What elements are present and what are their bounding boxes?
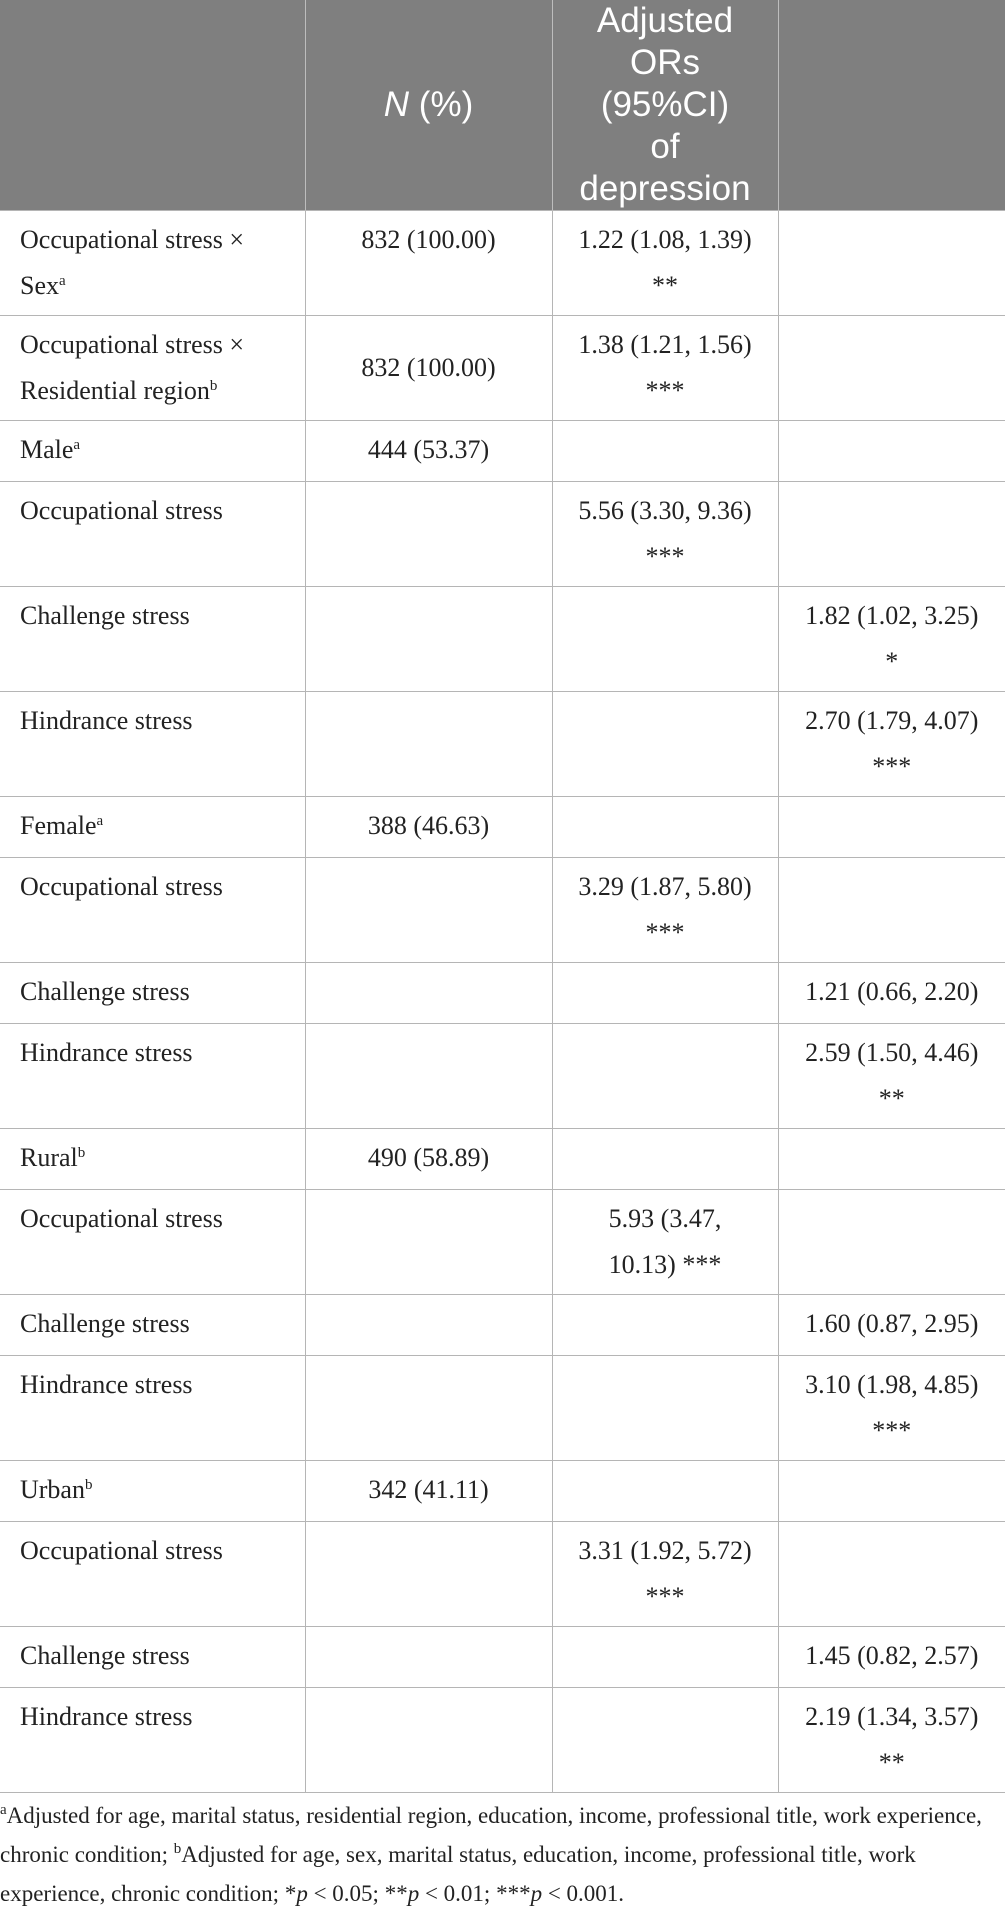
row-or: 3.29 (1.87, 5.80) *** <box>552 858 778 963</box>
row-n: 832 (100.00) <box>305 316 552 421</box>
row-or <box>552 587 778 692</box>
row-label: Occupational stress × Sex$^a$ <box>0 211 305 316</box>
row-or: 3.31 (1.92, 5.72) *** <box>552 1522 778 1627</box>
header-or-line2: of depression <box>579 127 751 208</box>
row-sub-or: 3.10 (1.98, 4.85) *** <box>778 1356 1005 1461</box>
table-row <box>0 963 1005 1024</box>
row-n <box>305 1024 552 1129</box>
row-or <box>552 1688 778 1793</box>
table-row <box>0 1356 1005 1461</box>
row-label: Occupational stress <box>0 1522 305 1627</box>
row-label: Challenge stress <box>0 1627 305 1688</box>
row-n <box>305 858 552 963</box>
table-row <box>0 1688 1005 1793</box>
row-sub-or <box>778 211 1005 316</box>
table-row <box>0 692 1005 797</box>
row-or: 1.22 (1.08, 1.39) ** <box>552 211 778 316</box>
row-n <box>305 1627 552 1688</box>
header-or-line1: Adjusted ORs (95%CI) <box>596 1 734 124</box>
row-label: Challenge stress <box>0 963 305 1024</box>
row-sub-or <box>778 797 1005 858</box>
row-sub-or <box>778 421 1005 482</box>
row-or <box>552 421 778 482</box>
table-row <box>0 1024 1005 1129</box>
row-label: Challenge stress <box>0 587 305 692</box>
table-footnote: $^a$Adjusted for age, marital status, residential region, education, income, professional title, work experience, chronic condition; $^b$Adjusted for age, sex, marital status, education, income, professional title, work experience, chronic condition; *p < 0.05; **p < 0.01; ***p < 0.001. <box>0 1802 982 1906</box>
table-row <box>0 797 1005 858</box>
row-n <box>305 1190 552 1295</box>
row-sub-or: 2.19 (1.34, 3.57) ** <box>778 1688 1005 1793</box>
table-row <box>0 211 1005 316</box>
row-or <box>552 963 778 1024</box>
row-label: Occupational stress <box>0 1190 305 1295</box>
header-cell-adjusted-or <box>552 0 778 211</box>
row-n: 832 (100.00) <box>305 211 552 316</box>
row-or: 5.56 (3.30, 9.36) *** <box>552 482 778 587</box>
row-or <box>552 1627 778 1688</box>
row-n <box>305 587 552 692</box>
table-row <box>0 1295 1005 1356</box>
row-n <box>305 692 552 797</box>
row-label: Hindrance stress <box>0 1024 305 1129</box>
row-or: 1.38 (1.21, 1.56) *** <box>552 316 778 421</box>
row-n <box>305 1295 552 1356</box>
row-sub-or <box>778 316 1005 421</box>
header-n-percent: (%) <box>409 85 474 124</box>
row-n <box>305 1688 552 1793</box>
table-row <box>0 587 1005 692</box>
table-row <box>0 1461 1005 1522</box>
table-row <box>0 1190 1005 1295</box>
row-sub-or: 2.70 (1.79, 4.07) *** <box>778 692 1005 797</box>
row-sub-or <box>778 858 1005 963</box>
row-sub-or: 1.82 (1.02, 3.25) * <box>778 587 1005 692</box>
row-label: Rural$^b$ <box>0 1129 305 1190</box>
table-row <box>0 482 1005 587</box>
header-cell-label <box>0 0 305 211</box>
row-label: Male$^a$ <box>0 421 305 482</box>
row-or <box>552 1356 778 1461</box>
row-n <box>305 1522 552 1627</box>
row-sub-or <box>778 1129 1005 1190</box>
row-label: Occupational stress <box>0 858 305 963</box>
row-label: Hindrance stress <box>0 1356 305 1461</box>
table-row <box>0 1129 1005 1190</box>
row-n <box>305 963 552 1024</box>
table-row <box>0 421 1005 482</box>
table-row <box>0 1627 1005 1688</box>
row-label: Occupational stress × Residential region$^b$ <box>0 316 305 421</box>
row-sub-or <box>778 1461 1005 1522</box>
row-n: 444 (53.37) <box>305 421 552 482</box>
row-n: 388 (46.63) <box>305 797 552 858</box>
header-cell-extra <box>778 0 1005 211</box>
table-row <box>0 1522 1005 1627</box>
row-sub-or: 2.59 (1.50, 4.46) ** <box>778 1024 1005 1129</box>
row-label: Hindrance stress <box>0 1688 305 1793</box>
header-row <box>0 0 1005 211</box>
row-n <box>305 482 552 587</box>
row-label: Occupational stress <box>0 482 305 587</box>
row-label: Hindrance stress <box>0 692 305 797</box>
row-label: Urban$^b$ <box>0 1461 305 1522</box>
row-or <box>552 1129 778 1190</box>
row-or: 5.93 (3.47, 10.13) *** <box>552 1190 778 1295</box>
row-sub-or <box>778 482 1005 587</box>
row-n <box>305 1356 552 1461</box>
row-or <box>552 692 778 797</box>
row-sub-or: 1.45 (0.82, 2.57) <box>778 1627 1005 1688</box>
row-sub-or: 1.21 (0.66, 2.20) <box>778 963 1005 1024</box>
row-sub-or <box>778 1522 1005 1627</box>
table-row <box>0 316 1005 421</box>
header-cell-n <box>305 0 552 211</box>
row-label: Challenge stress <box>0 1295 305 1356</box>
row-or <box>552 797 778 858</box>
row-n: 490 (58.89) <box>305 1129 552 1190</box>
table-row <box>0 858 1005 963</box>
row-sub-or <box>778 1190 1005 1295</box>
row-n: 342 (41.11) <box>305 1461 552 1522</box>
row-or <box>552 1024 778 1129</box>
row-label: Female$^a$ <box>0 797 305 858</box>
row-sub-or: 1.60 (0.87, 2.95) <box>778 1295 1005 1356</box>
row-or <box>552 1461 778 1522</box>
row-or <box>552 1295 778 1356</box>
header-n-symbol: N <box>383 85 410 124</box>
